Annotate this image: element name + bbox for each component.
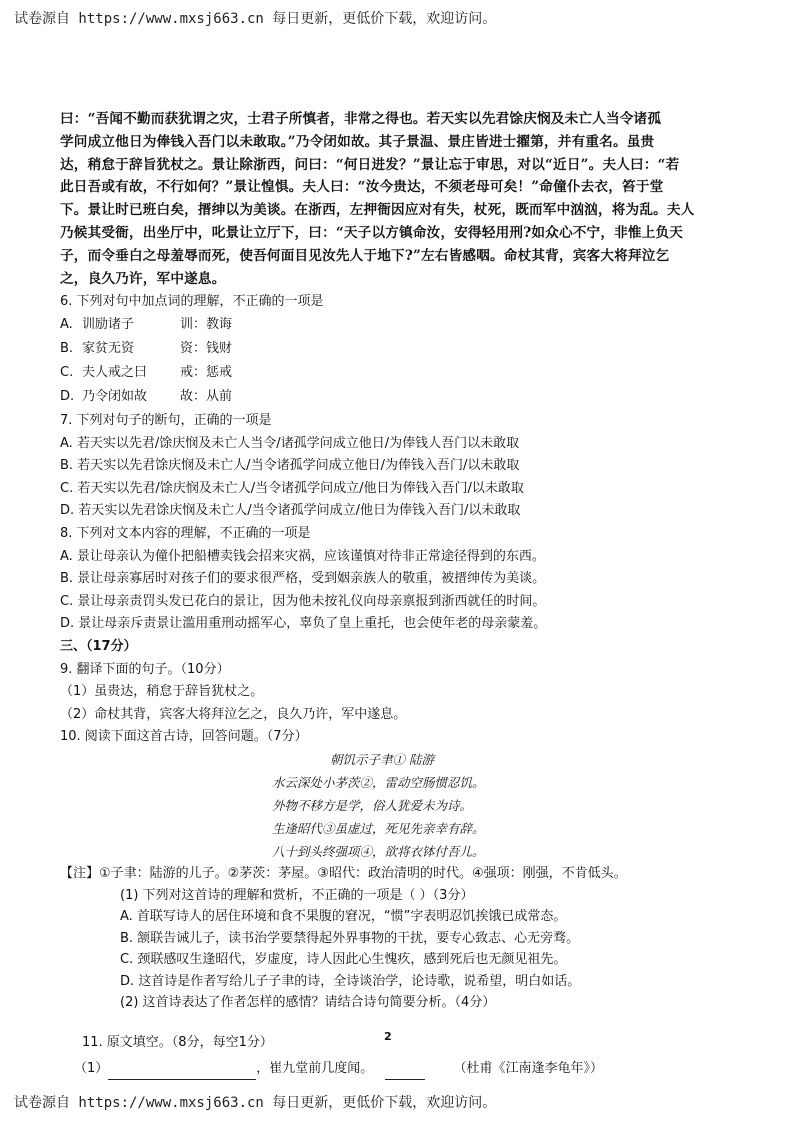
page-header: 试卷源自 https://www.mxsj663.cn 每日更新，更低价下载，欢迎访问。 (14, 11, 497, 27)
passage-line: 之，良久乃许，军中遂息。 (60, 270, 226, 287)
option-meaning: 戒：惩戒 (180, 364, 233, 380)
question-9-item: （1）虽贵达，稍怠于辞旨犹杖之。 (60, 684, 264, 700)
question-6-option (60, 337, 760, 361)
question-9-item: （2）命杖其背，宾客大将拜泣乞之，良久乃许，军中遂息。 (60, 706, 407, 722)
passage-line: 乃候其受衙，出坐厅中，叱景让立厅下，曰：“天子以方镇命汝，安得轻用刑?如众心不宁，非惟上负天 (60, 224, 684, 241)
exam-page (60, 108, 760, 1080)
option-key: D. (60, 388, 75, 404)
question-8-option: B. 景让母亲寡居时对孩子们的要求很严格，受到姻亲族人的敬重，被搢绅传为美谈。 (60, 571, 546, 587)
option-phrase: 乃令闭如故 (82, 388, 148, 404)
fill-blank[interactable] (108, 1065, 256, 1080)
question-7-option: C. 若天实以先君/馀庆悯及未亡人/当令诸孤学问成立/他日为俸钱入吾门/以未敢取 (60, 480, 524, 496)
question-10-sub1-option: C. 颈联感叹生逢昭代，岁虚度，诗人因此心生愧疚，感到死后也无颜见祖先。 (120, 952, 567, 968)
section-3-heading: 三、（17分） (60, 638, 137, 654)
question-9-stem: 9. 翻译下面的句子。（10分） (60, 661, 230, 677)
question-10-sub1: (1) 下列对这首诗的理解和赏析，不正确的一项是（ ）（3分） (120, 887, 474, 903)
question-10-sub1-option: D. 这首诗是作者写给儿子子聿的诗，全诗谈治学，论诗歌，说希望，明白如话。 (120, 973, 581, 989)
passage-line: 达，稍怠于辞旨犹杖之。景让除浙西，问曰：“何日进发？”景让忘于审思，对以“近日”。夫人曰：“若 (60, 156, 680, 173)
question-10-sub1-option: B. 颔联告诫儿子，读书治学要禁得起外界事物的干扰，要专心致志、心无旁骛。 (120, 930, 580, 946)
passage-line: 曰：“吾闻不勤而获犹谓之灾，士君子所慎者，非常之得也。若天实以先君馀庆悯及未亡人当令诸孤 (60, 111, 662, 127)
question-11-stem: 11. 原文填空。（8分，每空1分） (82, 1034, 273, 1050)
question-7-stem: 7. 下列对句子的断句，正确的一项是 (60, 412, 272, 428)
question-8-option: D. 景让母亲斥责景让滥用重刑动摇军心，辜负了皇上重托，也会使年老的母亲蒙羞。 (60, 616, 547, 632)
fill-blank-decoration (385, 1065, 425, 1080)
question-7-option: D. 若天实以先君馀庆悯及未亡人/当令诸孤学问成立/他日为俸钱入吾门/以未敢取 (60, 503, 521, 519)
question-8-option: C. 景让母亲责罚头发已花白的景让，因为他未按礼仪向母亲禀报到浙西就任的时间。 (60, 593, 546, 609)
fill-prefix: （1） (74, 1061, 109, 1077)
option-meaning: 资：钱财 (180, 340, 233, 356)
poem-line: 外物不移方是学，俗人犹爱未为诗。 (272, 797, 473, 813)
question-10-stem: 10. 阅读下面这首古诗，回答问题。（7分） (60, 729, 308, 745)
fill-text: ，崔九堂前几度闻。 (256, 1061, 374, 1077)
option-key: C. (60, 364, 74, 380)
option-meaning: 训：教诲 (180, 316, 233, 332)
option-phrase: 家贫无资 (82, 340, 135, 356)
question-10-sub2: (2) 这首诗表达了作者怎样的感情？请结合诗句简要分析。（4分） (120, 995, 496, 1011)
question-6-stem: 6. 下列对句中加点词的理解，不正确的一项是 (60, 294, 324, 310)
poem (60, 748, 760, 863)
passage-line: 此日吾或有故，不行如何？”景让惶惧。夫人曰：“汝今贵达，不须老母可矣！”命僮仆去衣，笞于堂 (60, 179, 664, 196)
page-footer: 试卷源自 https://www.mxsj663.cn 每日更新，更低价下载，欢迎访问。 (14, 1095, 497, 1111)
poem-line: 生逢昭代③虽虚过，死见先亲幸有辞。 (272, 820, 485, 836)
question-11-line1 (60, 1058, 760, 1080)
question-8-option: A. 景让母亲认为僮仆把船槽卖钱会招来灾祸，应该谨慎对待非正常途径得到的东西。 (60, 548, 545, 564)
question-10-sub1-option: A. 首联写诗人的居住环境和食不果腹的窘况，“惯”字表明忍饥挨饿已成常态。 (120, 909, 567, 925)
option-key: B. (60, 340, 74, 356)
passage-line: 子，而令垂白之母羞辱而死，使吾何面目见汝先人于地下?”左右皆感咽。命杖其背，宾客大将拜泣乞 (60, 247, 670, 264)
passage-line: 下。景让时已班白矣，搢绅以为美谈。在浙西，左押衙因应对有失，杖死，既而军中汹汹，将为乱。夫人 (60, 202, 695, 219)
poem-line: 八十到头终强项④，欲将衣钵付吾儿。 (272, 843, 485, 859)
option-phrase: 训励诸子 (82, 316, 135, 332)
question-8-stem: 8. 下列对文本内容的理解，不正确的一项是 (60, 525, 311, 541)
poem-title: 朝饥示子聿① 陆游 (330, 751, 434, 767)
page-number: 2 (384, 1030, 392, 1043)
poem-line: 水云深处小茅茨②，雷动空肠惯忍饥。 (272, 774, 485, 790)
question-7-option: A. 若天实以先君/馀庆悯及未亡人当令/诸孤学问成立他日/为俸钱人吾门以未敢取 (60, 435, 520, 451)
question-6-option (60, 313, 760, 337)
option-key: A. (60, 316, 73, 332)
option-meaning: 故：从前 (180, 388, 233, 404)
poem-note: 【注】①子聿：陆游的儿子。②茅茨：茅屋。③昭代：政治清明的时代。④强项：刚强，不肯低头。 (60, 865, 627, 881)
question-7-option: B. 若天实以先君馀庆悯及未亡人/当令诸孤学问成立他日/为俸钱入吾门/以未敢取 (60, 458, 520, 474)
passage-line: 学问成立他日为俸钱入吾门以未敢取。”乃令闭如故。其子景温、景庄皆进士擢第，并有重名。虽贵 (60, 133, 655, 150)
question-6-option (60, 361, 760, 385)
passage (60, 108, 760, 290)
question-6-option (60, 385, 760, 409)
option-phrase: 夫人戒之曰 (82, 364, 148, 380)
fill-source: （杜甫《江南逢李龟年》） (453, 1061, 603, 1077)
